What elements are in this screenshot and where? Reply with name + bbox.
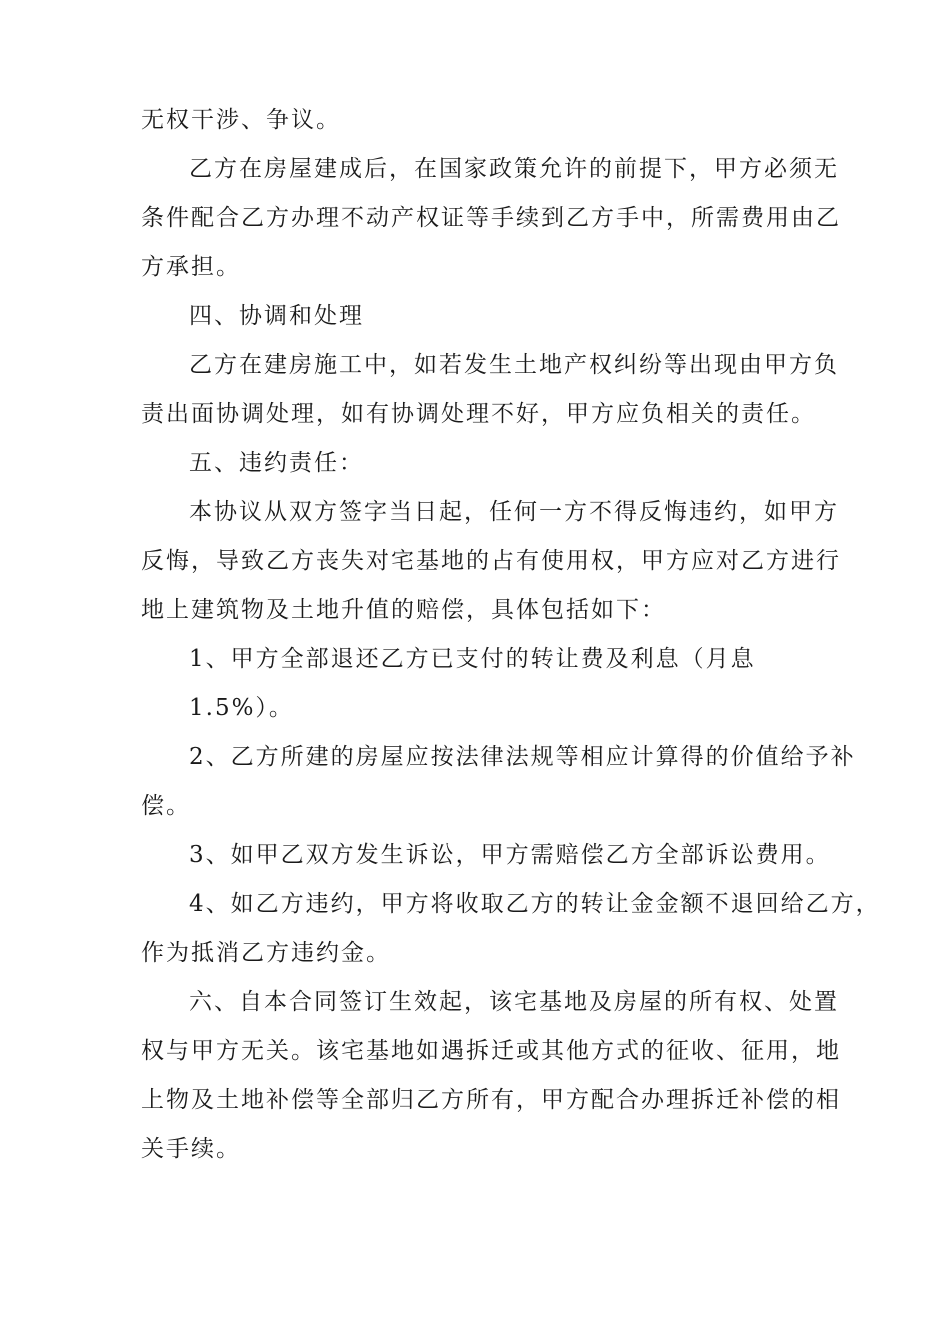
text-line: 反悔，导致乙方丧失对宅基地的占有使用权，甲方应对乙方进行: [141, 548, 841, 574]
list-item: 3、如甲乙双方发生诉讼，甲方需赔偿乙方全部诉讼费用。: [189, 842, 831, 868]
text-line: 偿。: [141, 793, 191, 819]
text-line: 上物及土地补偿等全部归乙方所有，甲方配合办理拆迁补偿的相: [141, 1087, 841, 1113]
list-item: 1、甲方全部退还乙方已支付的转让费及利息（月息: [189, 646, 756, 672]
text-line: 责出面协调处理，如有协调处理不好，甲方应负相关的责任。: [141, 401, 816, 427]
document-body: [141, 96, 881, 1174]
text-line: 乙方在建房施工中，如若发生土地产权纠纷等出现由甲方负: [189, 352, 839, 378]
text-line: 方承担。: [141, 254, 241, 280]
text-line: 1.5%）。: [189, 695, 294, 721]
section-heading: 五、违约责任：: [189, 450, 364, 476]
text-line: 无权干涉、争议。: [141, 107, 341, 133]
text-line: 本协议从双方签字当日起，任何一方不得反悔违约，如甲方: [189, 499, 839, 525]
section-heading: 四、协调和处理: [189, 303, 364, 329]
text-line: 权与甲方无关。该宅基地如遇拆迁或其他方式的征收、征用，地: [141, 1038, 841, 1064]
list-item: 2、乙方所建的房屋应按法律法规等相应计算得的价值给予补: [189, 744, 856, 770]
text-line: 乙方在房屋建成后，在国家政策允许的前提下，甲方必须无: [189, 156, 839, 182]
list-item: 4、如乙方违约，甲方将收取乙方的转让金金额不退回给乙方，: [189, 891, 881, 917]
text-line: 作为抵消乙方违约金。: [141, 940, 391, 966]
text-line: 地上建筑物及土地升值的赔偿，具体包括如下：: [141, 597, 666, 623]
text-line: 关手续。: [141, 1136, 241, 1162]
text-line: 条件配合乙方办理不动产权证等手续到乙方手中，所需费用由乙: [141, 205, 841, 231]
section-heading: 六、自本合同签订生效起，该宅基地及房屋的所有权、处置: [189, 989, 839, 1015]
